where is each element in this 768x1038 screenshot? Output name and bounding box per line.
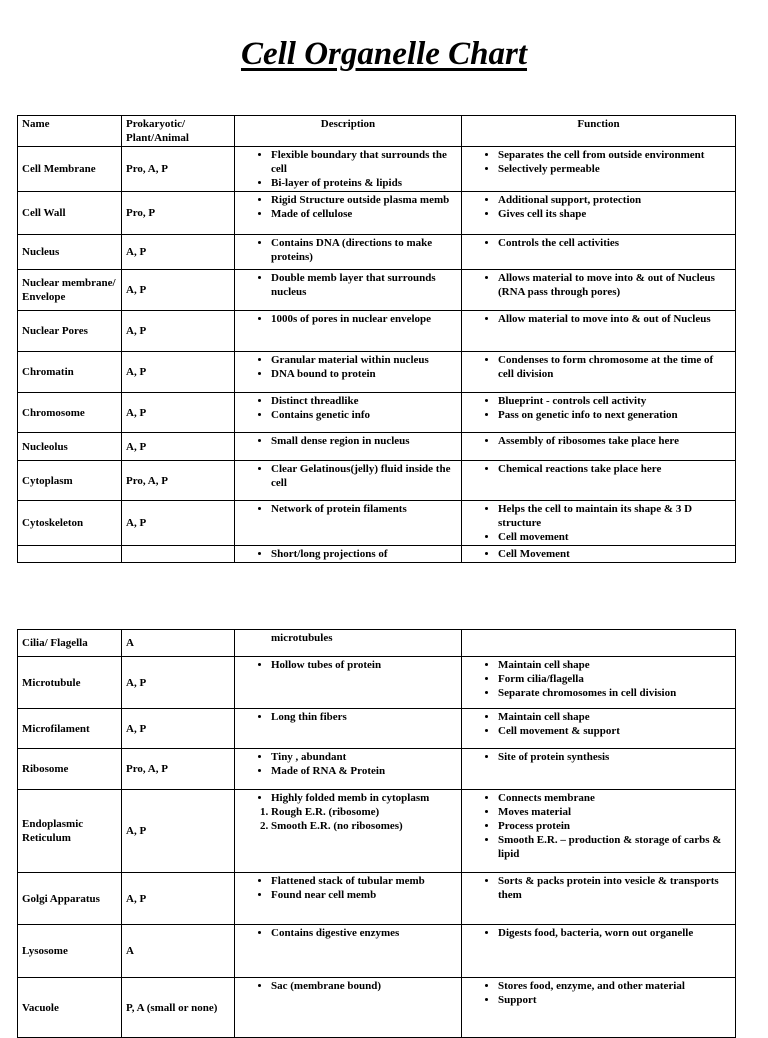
page-title: Cell Organelle Chart bbox=[240, 36, 528, 72]
list-item: • Assembly of ribosomes take place here bbox=[498, 434, 731, 448]
list-item: • Made of cellulose bbox=[271, 207, 457, 221]
list-item: • Separate chromosomes in cell division bbox=[498, 686, 731, 700]
organelle-function bbox=[462, 749, 736, 790]
list-item: • Site of protein synthesis bbox=[498, 750, 731, 764]
list-item: • Double memb layer that surrounds nucleus bbox=[271, 271, 457, 299]
table-row bbox=[18, 393, 736, 433]
list-item: • Long thin fibers bbox=[271, 710, 457, 724]
table-row bbox=[18, 978, 736, 1038]
organelle-description-list bbox=[239, 462, 457, 490]
list-item: • Sac (membrane bound) bbox=[271, 979, 457, 993]
table-row bbox=[18, 749, 736, 790]
organelle-description-list bbox=[239, 148, 457, 190]
list-item: • Stores food, enzyme, and other material bbox=[498, 979, 731, 993]
organelle-name: Endoplasmic Reticulum bbox=[18, 790, 122, 873]
list-item: • Condenses to form chromosome at the time of cell division bbox=[498, 353, 731, 381]
organelle-type: Pro, A, P bbox=[122, 461, 235, 501]
organelle-function-list bbox=[466, 353, 731, 381]
organelle-function-list bbox=[466, 547, 731, 561]
organelle-function-list bbox=[466, 874, 731, 902]
organelle-name: Cell Membrane bbox=[18, 147, 122, 192]
list-item: • Chemical reactions take place here bbox=[498, 462, 731, 476]
table-row bbox=[18, 270, 736, 311]
organelle-type: A, P bbox=[122, 873, 235, 925]
organelle-name: Nucleolus bbox=[18, 433, 122, 461]
organelle-description bbox=[235, 546, 462, 563]
organelle-description bbox=[235, 657, 462, 709]
organelle-description-list bbox=[239, 236, 457, 264]
table-row bbox=[18, 311, 736, 352]
list-item: • Rigid Structure outside plasma memb bbox=[271, 193, 457, 207]
organelle-function bbox=[462, 709, 736, 749]
organelle-description bbox=[235, 192, 462, 235]
organelle-type: Pro, A, P bbox=[122, 147, 235, 192]
list-item: • Cell movement bbox=[498, 530, 731, 544]
organelle-function bbox=[462, 311, 736, 352]
organelle-function bbox=[462, 147, 736, 192]
list-item: • Short/long projections of bbox=[271, 547, 457, 561]
organelle-function-list bbox=[466, 434, 731, 448]
organelle-description-list bbox=[239, 750, 457, 778]
list-item: • Process protein bbox=[498, 819, 731, 833]
list-item: • Clear Gelatinous(jelly) fluid inside the cell bbox=[271, 462, 457, 490]
organelle-type: P, A (small or none) bbox=[122, 978, 235, 1038]
organelle-function-list bbox=[466, 926, 731, 940]
organelle-description bbox=[235, 749, 462, 790]
organelle-description bbox=[235, 501, 462, 546]
organelle-function bbox=[462, 501, 736, 546]
list-item: • Small dense region in nucleus bbox=[271, 434, 457, 448]
list-item: • Sorts & packs protein into vesicle & transports them bbox=[498, 874, 731, 902]
organelle-description bbox=[235, 790, 462, 873]
list-item: • Flattened stack of tubular memb bbox=[271, 874, 457, 888]
organelle-type: Pro, P bbox=[122, 192, 235, 235]
organelle-name: Nuclear membrane/ Envelope bbox=[18, 270, 122, 311]
organelle-function-list bbox=[466, 148, 731, 176]
organelle-description bbox=[235, 978, 462, 1038]
list-item: • Allows material to move into & out of Nucleus (RNA pass through pores) bbox=[498, 271, 731, 299]
list-item: • Granular material within nucleus bbox=[271, 353, 457, 367]
table-row bbox=[18, 433, 736, 461]
organelle-name: Cytoskeleton bbox=[18, 501, 122, 546]
list-item: • Additional support, protection bbox=[498, 193, 731, 207]
organelle-description bbox=[235, 873, 462, 925]
organelle-function bbox=[462, 546, 736, 563]
organelle-description bbox=[235, 709, 462, 749]
list-item: • Found near cell memb bbox=[271, 888, 457, 902]
organelle-description-list bbox=[239, 434, 457, 448]
list-item: • Pass on genetic info to next generation bbox=[498, 408, 731, 422]
organelle-name bbox=[18, 546, 122, 563]
organelle-name: Cilia/ Flagella bbox=[18, 630, 122, 657]
list-item: • Moves material bbox=[498, 805, 731, 819]
organelle-function bbox=[462, 192, 736, 235]
table-row bbox=[18, 630, 736, 657]
organelle-description bbox=[235, 147, 462, 192]
organelle-description bbox=[235, 393, 462, 433]
list-item: • Distinct threadlike bbox=[271, 394, 457, 408]
list-item: • Contains digestive enzymes bbox=[271, 926, 457, 940]
list-item: • Cell movement & support bbox=[498, 724, 731, 738]
list-item: • Contains genetic info bbox=[271, 408, 457, 422]
organelle-name: Chromatin bbox=[18, 352, 122, 393]
organelle-function-list bbox=[466, 502, 731, 544]
table-row bbox=[18, 790, 736, 873]
header-type: Prokaryotic/ Plant/Animal bbox=[122, 116, 235, 147]
list-item: • Smooth E.R. – production & storage of carbs & lipid bbox=[498, 833, 731, 861]
organelle-description-ordered-list bbox=[239, 805, 457, 833]
organelle-function-list bbox=[466, 193, 731, 221]
list-item: • Helps the cell to maintain its shape & 3 D structure bbox=[498, 502, 731, 530]
table-row bbox=[18, 461, 736, 501]
table-row bbox=[18, 192, 736, 235]
table-row bbox=[18, 546, 736, 563]
header-description: Description bbox=[235, 116, 462, 147]
organelle-function bbox=[462, 235, 736, 270]
organelle-description bbox=[235, 433, 462, 461]
list-item: 2. Smooth E.R. (no ribosomes) bbox=[271, 819, 457, 833]
organelle-function-list bbox=[466, 658, 731, 700]
organelle-function-list bbox=[466, 236, 731, 250]
organelle-function-list bbox=[466, 750, 731, 764]
organelle-description bbox=[235, 925, 462, 978]
table-row bbox=[18, 657, 736, 709]
organelle-type: A, P bbox=[122, 270, 235, 311]
list-item: • Tiny , abundant bbox=[271, 750, 457, 764]
organelle-name: Golgi Apparatus bbox=[18, 873, 122, 925]
list-item: • Gives cell its shape bbox=[498, 207, 731, 221]
organelle-type: A, P bbox=[122, 657, 235, 709]
organelle-description bbox=[235, 461, 462, 501]
organelle-description-list bbox=[239, 547, 457, 561]
organelle-description-list bbox=[239, 874, 457, 902]
organelle-function-list bbox=[466, 791, 731, 861]
organelle-name: Vacuole bbox=[18, 978, 122, 1038]
list-item: • Hollow tubes of protein bbox=[271, 658, 457, 672]
organelle-table-2 bbox=[17, 629, 736, 1038]
organelle-function bbox=[462, 461, 736, 501]
list-item: • DNA bound to protein bbox=[271, 367, 457, 381]
organelle-type: Pro, A, P bbox=[122, 749, 235, 790]
organelle-type: A, P bbox=[122, 790, 235, 873]
organelle-name: Chromosome bbox=[18, 393, 122, 433]
list-item: • Connects membrane bbox=[498, 791, 731, 805]
table-row bbox=[18, 501, 736, 546]
organelle-function bbox=[462, 630, 736, 657]
list-item: 1. Rough E.R. (ribosome) bbox=[271, 805, 457, 819]
organelle-name: Lysosome bbox=[18, 925, 122, 978]
organelle-name: Nucleus bbox=[18, 235, 122, 270]
organelle-type: A, P bbox=[122, 501, 235, 546]
list-item: • Selectively permeable bbox=[498, 162, 731, 176]
organelle-description-list bbox=[239, 791, 457, 805]
table-row bbox=[18, 709, 736, 749]
organelle-description-list bbox=[239, 502, 457, 516]
list-item: • Highly folded memb in cytoplasm bbox=[271, 791, 457, 805]
organelle-function bbox=[462, 270, 736, 311]
organelle-type bbox=[122, 546, 235, 563]
organelle-description-list bbox=[239, 710, 457, 724]
list-item: • Maintain cell shape bbox=[498, 658, 731, 672]
organelle-function-list bbox=[466, 979, 731, 1007]
list-item: • 1000s of pores in nuclear envelope bbox=[271, 312, 457, 326]
table-header-row bbox=[18, 116, 736, 147]
organelle-description-list bbox=[239, 353, 457, 381]
list-item: • Network of protein filaments bbox=[271, 502, 457, 516]
organelle-type: A, P bbox=[122, 709, 235, 749]
organelle-description-list bbox=[239, 926, 457, 940]
organelle-function-list bbox=[466, 312, 731, 326]
organelle-description bbox=[235, 235, 462, 270]
organelle-description-list bbox=[239, 312, 457, 326]
table-row bbox=[18, 235, 736, 270]
organelle-name: Nuclear Pores bbox=[18, 311, 122, 352]
organelle-function bbox=[462, 790, 736, 873]
list-item: • Flexible boundary that surrounds the cell bbox=[271, 148, 457, 176]
list-item: • Contains DNA (directions to make proteins) bbox=[271, 236, 457, 264]
organelle-type: A, P bbox=[122, 311, 235, 352]
organelle-type: A, P bbox=[122, 352, 235, 393]
organelle-name: Cytoplasm bbox=[18, 461, 122, 501]
organelle-function bbox=[462, 352, 736, 393]
organelle-name: Cell Wall bbox=[18, 192, 122, 235]
list-item: • Form cilia/flagella bbox=[498, 672, 731, 686]
organelle-function bbox=[462, 978, 736, 1038]
list-item: • Digests food, bacteria, worn out organelle bbox=[498, 926, 731, 940]
organelle-function-list bbox=[466, 271, 731, 299]
list-item: • Blueprint - controls cell activity bbox=[498, 394, 731, 408]
table-row bbox=[18, 925, 736, 978]
organelle-description-list bbox=[239, 271, 457, 299]
organelle-table-1 bbox=[17, 115, 736, 563]
organelle-description bbox=[235, 311, 462, 352]
organelle-type: A, P bbox=[122, 433, 235, 461]
list-item: • Cell Movement bbox=[498, 547, 731, 561]
organelle-description-list bbox=[239, 979, 457, 993]
list-item: • Controls the cell activities bbox=[498, 236, 731, 250]
organelle-type: A, P bbox=[122, 393, 235, 433]
table-row bbox=[18, 352, 736, 393]
table-row bbox=[18, 147, 736, 192]
organelle-description: microtubules bbox=[235, 630, 462, 657]
organelle-name: Ribosome bbox=[18, 749, 122, 790]
organelle-type: A, P bbox=[122, 235, 235, 270]
organelle-description-list bbox=[239, 394, 457, 422]
list-item: • Allow material to move into & out of Nucleus bbox=[498, 312, 731, 326]
organelle-name: Microfilament bbox=[18, 709, 122, 749]
organelle-function bbox=[462, 433, 736, 461]
organelle-type: A bbox=[122, 925, 235, 978]
organelle-function-list bbox=[466, 462, 731, 476]
organelle-description-list bbox=[239, 658, 457, 672]
organelle-function bbox=[462, 657, 736, 709]
organelle-function bbox=[462, 873, 736, 925]
organelle-name: Microtubule bbox=[18, 657, 122, 709]
organelle-function bbox=[462, 925, 736, 978]
header-function: Function bbox=[462, 116, 736, 147]
list-item: • Bi-layer of proteins & lipids bbox=[271, 176, 457, 190]
list-item: • Made of RNA & Protein bbox=[271, 764, 457, 778]
organelle-type: A bbox=[122, 630, 235, 657]
organelle-description bbox=[235, 270, 462, 311]
list-item: • Separates the cell from outside environment bbox=[498, 148, 731, 162]
organelle-function-list bbox=[466, 710, 731, 738]
list-item: • Maintain cell shape bbox=[498, 710, 731, 724]
organelle-function-list bbox=[466, 394, 731, 422]
table-row bbox=[18, 873, 736, 925]
organelle-description-list bbox=[239, 193, 457, 221]
list-item: • Support bbox=[498, 993, 731, 1007]
organelle-function bbox=[462, 393, 736, 433]
header-name: Name bbox=[18, 116, 122, 147]
organelle-description bbox=[235, 352, 462, 393]
